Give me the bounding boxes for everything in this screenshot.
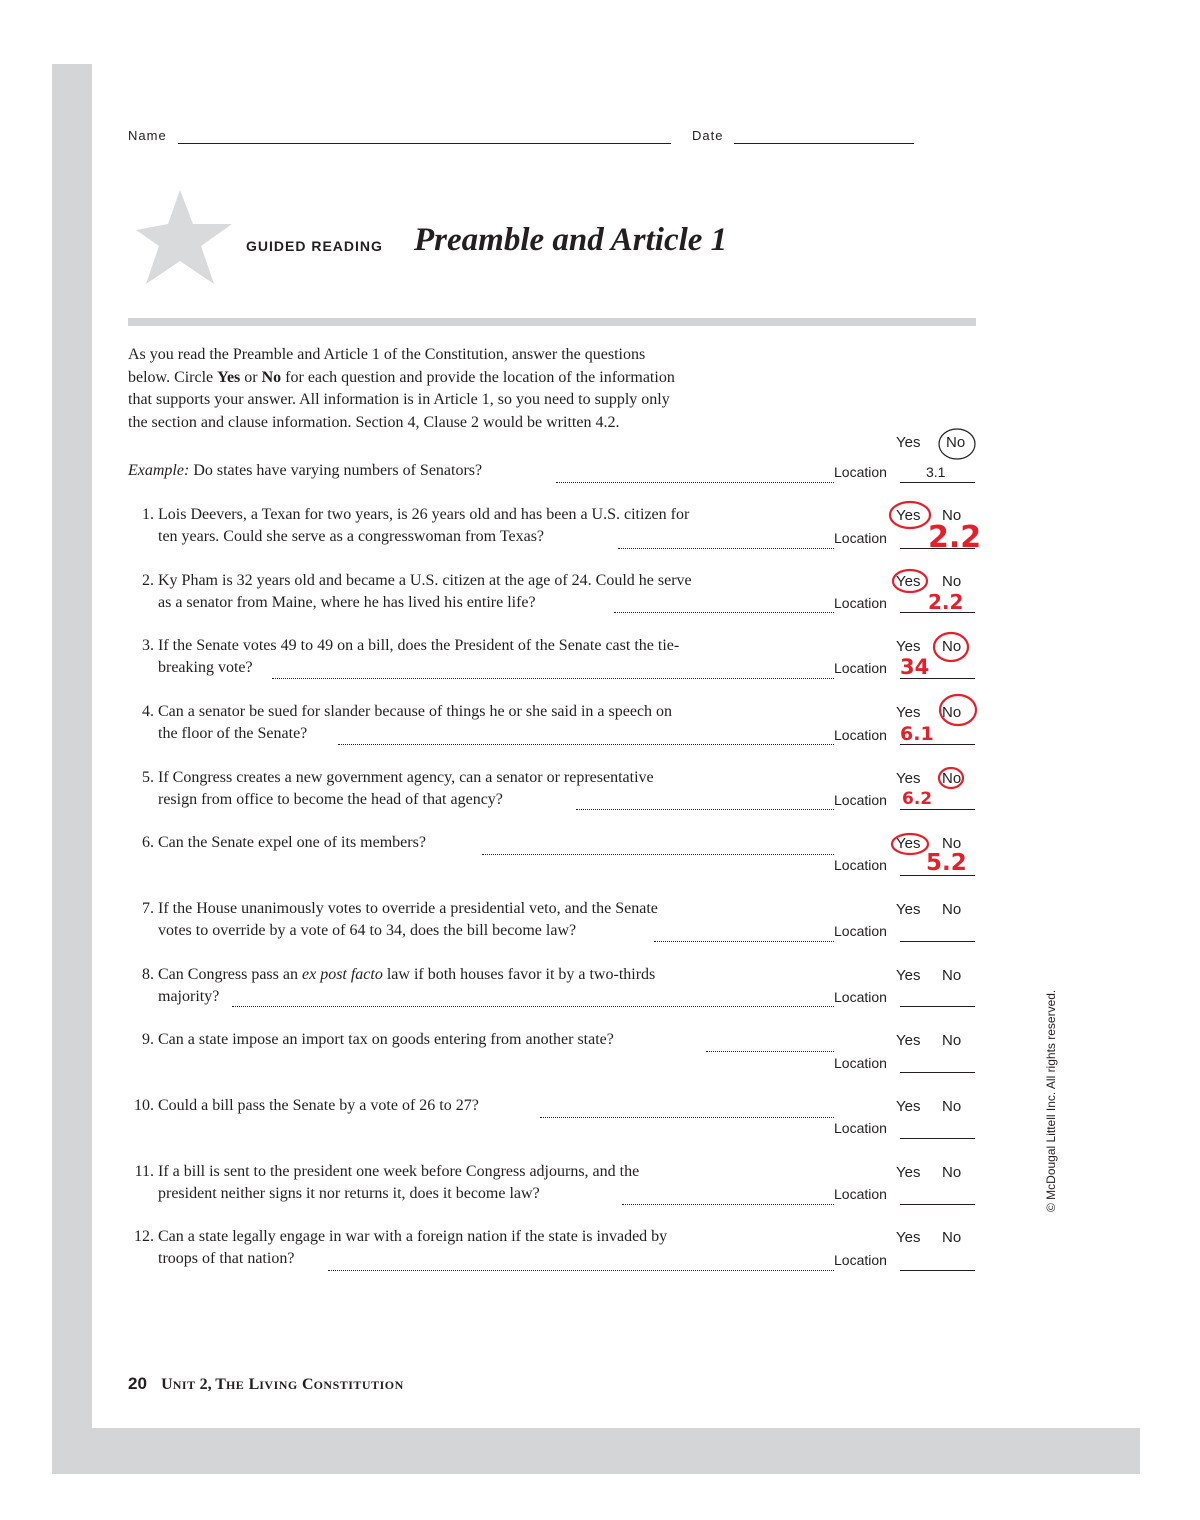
location-label: Location (834, 989, 887, 1005)
instructions-line: below. Circle Yes or No for each question and provide the location of the information (128, 368, 675, 386)
no-option[interactable]: No (942, 1229, 962, 1246)
question-text: If the House unanimously votes to override a presidential veto, and the Senate (158, 900, 658, 917)
question-text: the floor of the Senate? (158, 725, 308, 742)
question-text: majority? (158, 988, 220, 1005)
yes-option[interactable]: Yes (896, 835, 921, 852)
handwritten-location: 2.2 (928, 520, 982, 555)
no-option[interactable]: No (942, 573, 962, 590)
example-circle-no (939, 429, 975, 459)
example-location-value: 3.1 (926, 464, 946, 480)
yes-option[interactable]: Yes (896, 1098, 921, 1115)
question-text: If Congress creates a new government agency, can a senator or representative (158, 769, 654, 786)
question-text: Can the Senate expel one of its members? (158, 834, 426, 851)
question-text: If a bill is sent to the president one week before Congress adjourns, and the (158, 1163, 640, 1180)
no-option[interactable]: No (942, 1032, 962, 1049)
no-option[interactable]: No (942, 901, 962, 918)
instructions-line: the section and clause information. Section 4, Clause 2 would be written 4.2. (128, 413, 620, 431)
no-option[interactable]: No (942, 1098, 962, 1115)
question-number: 9. (142, 1031, 154, 1048)
location-label: Location (834, 1055, 887, 1071)
question-text: breaking vote? (158, 659, 253, 676)
handwritten-location: 6.2 (902, 789, 933, 809)
yes-option[interactable]: Yes (896, 573, 921, 590)
copyright-notice: © McDougal Littell Inc. All rights reserved. (1044, 989, 1058, 1212)
page-footer (128, 1374, 404, 1394)
date-label: Date (692, 128, 724, 143)
circle-no-q5 (939, 768, 963, 788)
location-label: Location (834, 1120, 887, 1136)
location-label: Location (834, 857, 887, 873)
circle-no-q4 (940, 695, 976, 725)
question-text: Can Congress pass an ex post facto law if both houses favor it by a two-thirds (158, 966, 656, 983)
question-text: Ky Pham is 32 years old and became a U.S. citizen at the age of 24. Could he serve (158, 572, 692, 589)
yes-option[interactable]: Yes (896, 1229, 921, 1246)
unit-title: UNIT 2, THE LIVING CONSTITUTION (161, 1376, 404, 1393)
handwritten-location: 2.2 (928, 590, 964, 614)
question-text: ten years. Could she serve as a congresswoman from Texas? (158, 528, 545, 545)
question-number: 10. (134, 1097, 154, 1114)
page-number: 20 (128, 1374, 147, 1393)
yes-option[interactable]: Yes (896, 901, 921, 918)
no-option[interactable]: No (942, 704, 962, 721)
no-option[interactable]: No (942, 638, 962, 655)
no-option[interactable]: No (942, 507, 962, 524)
handwritten-location: 6.1 (900, 723, 934, 745)
location-label: Location (834, 595, 887, 611)
question-number: 8. (142, 966, 154, 983)
question-text: votes to override by a vote of 64 to 34, does the bill become law? (158, 922, 577, 939)
example-no[interactable]: No (946, 434, 966, 451)
question-number: 5. (142, 769, 154, 786)
handwritten-location: 34 (900, 655, 930, 679)
circle-yes-q1 (890, 502, 930, 528)
circle-no-q3 (934, 633, 968, 661)
location-label: Location (834, 660, 887, 676)
question-text: Lois Deevers, a Texan for two years, is 26 years old and has been a U.S. citizen for (158, 506, 690, 523)
question-text: Can a senator be sued for slander because of things he or she said in a speech on (158, 703, 673, 720)
handwritten-location: 5.2 (926, 850, 967, 876)
name-label: Name (128, 128, 167, 143)
circle-yes-q6 (892, 834, 928, 854)
question-text: as a senator from Maine, where he has lived his entire life? (158, 594, 536, 611)
yes-option[interactable]: Yes (896, 704, 921, 721)
question-number: 2. (142, 572, 154, 589)
no-option[interactable]: No (942, 1164, 962, 1181)
example-yes[interactable]: Yes (896, 434, 921, 451)
question-number: 4. (142, 703, 154, 720)
question-text: If the Senate votes 49 to 49 on a bill, does the President of the Senate cast the tie- (158, 637, 680, 654)
question-number: 11. (134, 1163, 154, 1180)
example-question: Example: Do states have varying numbers of Senators? (128, 462, 483, 479)
question-number: 12. (134, 1228, 154, 1245)
question-text: Can a state impose an import tax on goods entering from another state? (158, 1031, 614, 1048)
yes-option[interactable]: Yes (896, 1032, 921, 1049)
no-option[interactable]: No (942, 770, 962, 787)
question-number: 3. (142, 637, 154, 654)
question-number: 6. (142, 834, 154, 851)
instructions-line: that supports your answer. All information is in Article 1, so you need to supply only (128, 391, 670, 408)
location-label: Location (834, 1252, 887, 1268)
question-text: president neither signs it nor returns it, does it become law? (158, 1185, 540, 1202)
page-title: Preamble and Article 1 (414, 222, 728, 258)
location-label: Location (834, 530, 887, 546)
yes-option[interactable]: Yes (896, 967, 921, 984)
circle-yes-q2 (893, 570, 927, 592)
location-label: Location (834, 792, 887, 808)
location-label: Location (834, 923, 887, 939)
question-number: 1. (142, 506, 154, 523)
instructions-line: As you read the Preamble and Article 1 of the Constitution, answer the questions (128, 346, 646, 363)
yes-option[interactable]: Yes (896, 638, 921, 655)
question-text: resign from office to become the head of that agency? (158, 791, 503, 808)
yes-option[interactable]: Yes (896, 1164, 921, 1181)
yes-option[interactable]: Yes (896, 507, 921, 524)
no-option[interactable]: No (942, 835, 962, 852)
location-label: Location (834, 1186, 887, 1202)
question-number: 7. (142, 900, 154, 917)
question-text: troops of that nation? (158, 1250, 295, 1267)
no-option[interactable]: No (942, 967, 962, 984)
location-label: Location (834, 727, 887, 743)
section-tag: GUIDED READING (246, 238, 383, 254)
question-text: Could a bill pass the Senate by a vote of 26 to 27? (158, 1097, 479, 1114)
location-label: Location (834, 464, 887, 480)
yes-option[interactable]: Yes (896, 770, 921, 787)
question-text: Can a state legally engage in war with a foreign nation if the state is invaded by (158, 1228, 668, 1245)
